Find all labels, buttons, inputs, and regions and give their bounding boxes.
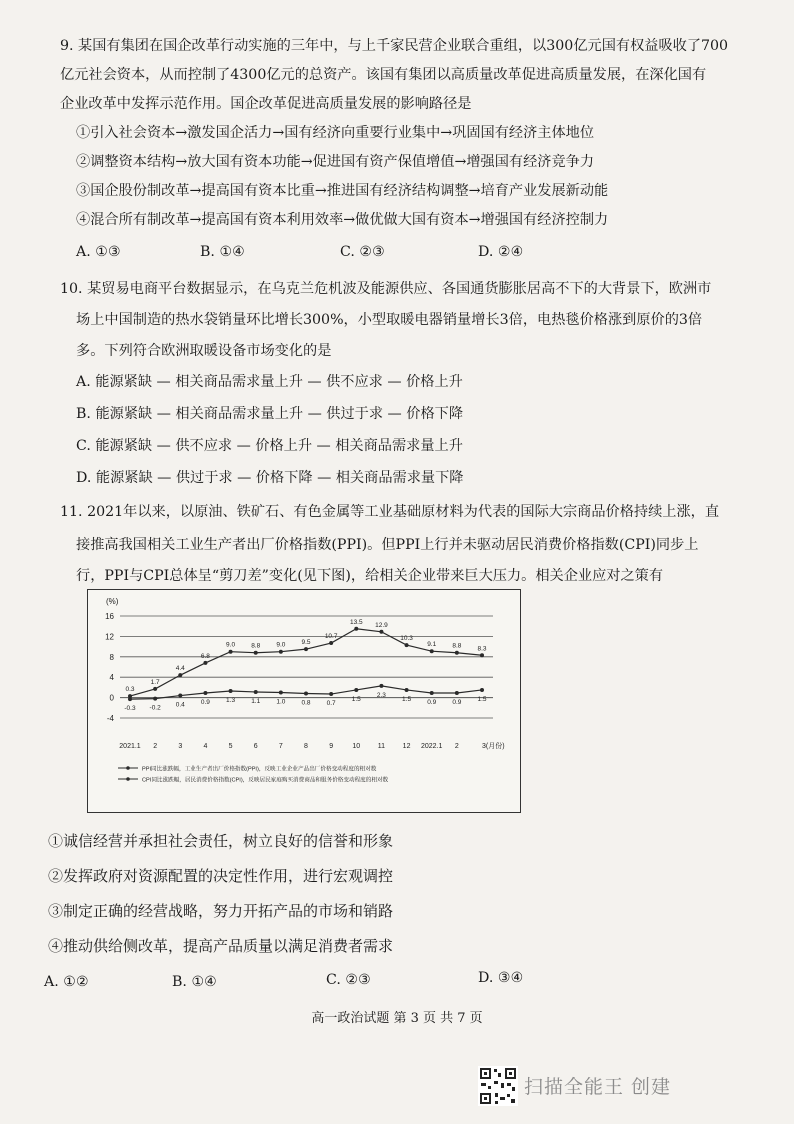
q9-option-c[interactable]: C. ②③ xyxy=(340,244,385,260)
x-tick-label: 11 xyxy=(377,743,386,750)
q9-option-d[interactable]: D. ②④ xyxy=(478,244,524,260)
ppi-point xyxy=(304,647,308,651)
x-tick-label: 12 xyxy=(402,743,411,750)
q10-option-b[interactable]: B. 能源紧缺 — 相关商品需求量上升 — 供过于求 — 价格下降 xyxy=(76,406,464,422)
cpi-data-label: 1.5 xyxy=(351,695,361,703)
y-tick-label: 4 xyxy=(109,673,114,683)
cpi-point xyxy=(480,688,484,692)
ppi-point xyxy=(203,661,207,665)
cpi-point xyxy=(329,692,333,696)
q10-line-2: 场上中国制造的热水袋销量环比增长300%，小型取暖电器销量增长3倍，电热毯价格涨到原价的3倍 xyxy=(76,312,703,328)
ppi-point xyxy=(455,651,459,655)
q9-option-b[interactable]: B. ①④ xyxy=(200,244,245,260)
ppi-point xyxy=(329,641,333,645)
cpi-point xyxy=(254,690,258,694)
cpi-data-label: 0.9 xyxy=(200,699,210,707)
ppi-data-label: 1.7 xyxy=(150,678,160,686)
ppi-point xyxy=(379,630,383,634)
cpi-data-label: 0.9 xyxy=(452,699,462,707)
x-tick-label: 9 xyxy=(329,743,334,750)
cpi-data-label: 1.1 xyxy=(251,697,261,705)
cpi-point xyxy=(354,688,358,692)
ppi-data-label: 9.1 xyxy=(427,641,437,649)
ppi-data-label: 12.9 xyxy=(375,621,388,629)
q11-option-a[interactable]: A. ①② xyxy=(44,974,89,990)
cpi-data-label: 0.4 xyxy=(175,701,185,709)
x-tick-label: 7 xyxy=(278,743,283,750)
x-tick-label: 2 xyxy=(454,743,459,750)
x-tick-label: 2022.1 xyxy=(421,743,443,750)
cpi-data-label: 0.8 xyxy=(301,699,311,707)
ppi-data-label: 4.4 xyxy=(175,665,185,673)
cpi-data-label: 1.5 xyxy=(477,695,487,703)
y-tick-label: 12 xyxy=(105,632,114,642)
q11-line-3: 行，PPI与CPI总体呈“剪刀差”变化(见下图)，给相关企业带来巨大压力。相关企业应对之策有 xyxy=(76,568,664,584)
ppi-point xyxy=(229,650,233,654)
x-tick-label: 6 xyxy=(253,743,258,750)
ppi-data-label: 8.3 xyxy=(477,645,487,653)
cpi-data-label: 1.3 xyxy=(226,696,236,704)
ppi-point xyxy=(254,651,258,655)
ppi-point xyxy=(430,649,434,653)
q10-option-d[interactable]: D. 能源紧缺 — 供过于求 — 价格下降 — 相关商品需求量下降 xyxy=(76,470,464,486)
legend-marker xyxy=(126,766,130,770)
ppi-data-label: 6.8 xyxy=(200,652,210,660)
ppi-data-label: 9.0 xyxy=(276,641,286,649)
q11-line-2: 接推高我国相关工业生产者出厂价格指数(PPI)。但PPI上行并未驱动居民消费价格指数(CPI)同步上 xyxy=(76,537,699,553)
page-footer: 高一政治试题 第 3 页 共 7 页 xyxy=(311,1011,483,1026)
ppi-data-label: 0.3 xyxy=(125,686,135,694)
q11-item-3: ③制定正确的经营战略，努力开拓产品的市场和销路 xyxy=(48,902,394,920)
q9-item-4: ④混合所有制改革→提高国有资本利用效率→做优做大国有资本→增强国有经济控制力 xyxy=(76,212,609,228)
x-tick-label: 3 xyxy=(178,743,183,750)
q9-option-a[interactable]: A. ①③ xyxy=(76,244,121,260)
cpi-point xyxy=(379,684,383,688)
cpi-point xyxy=(229,689,233,693)
cpi-point xyxy=(304,692,308,696)
q11-item-2: ②发挥政府对资源配置的决定性作用，进行宏观调控 xyxy=(48,867,394,885)
x-tick-label: 8 xyxy=(304,743,308,750)
ppi-point xyxy=(178,673,182,677)
x-tick-label: 10 xyxy=(352,743,361,750)
legend-marker xyxy=(126,777,130,781)
y-tick-label: -4 xyxy=(106,714,114,723)
chart-svg xyxy=(88,590,520,812)
x-tick-label: 5 xyxy=(228,743,233,750)
q9-item-2: ②调整资本结构→放大国有资本功能→促进国有资产保值增值→增强国有经济竞争力 xyxy=(76,154,595,170)
ppi-point xyxy=(405,643,409,647)
cpi-data-label: -0.3 xyxy=(124,705,136,713)
q10-line-3: 多。下列符合欧洲取暖设备市场变化的是 xyxy=(76,343,332,359)
cpi-data-label: 2.3 xyxy=(376,691,386,699)
q9-item-3: ③国企股份制改革→提高国有资本比重→推进国有经济结构调整→培育产业发展新动能 xyxy=(76,183,609,199)
ppi-cpi-chart xyxy=(87,589,521,813)
ppi-data-label: 8.8 xyxy=(452,642,462,650)
cpi-data-label: 0.9 xyxy=(427,699,437,707)
ppi-point xyxy=(354,627,358,631)
q11-item-1: ①诚信经营并承担社会责任，树立良好的信誉和形象 xyxy=(48,832,394,850)
x-tick-label: 4 xyxy=(203,743,208,750)
ppi-point xyxy=(153,687,157,691)
q11-option-b[interactable]: B. ①④ xyxy=(172,974,217,990)
cpi-point xyxy=(128,697,132,701)
cpi-point xyxy=(178,694,182,698)
y-tick-label: 8 xyxy=(109,652,114,662)
ppi-data-label: 8.8 xyxy=(251,642,261,650)
legend-label: CPI同比涨跌幅，居民消费价格指数(CPI)，反映居民家庭购买消费商品和服务价格变动程度的相对数 xyxy=(142,777,389,784)
x-tick-label: 3(月份) xyxy=(482,743,505,750)
y-tick-label: 16 xyxy=(105,612,114,621)
ppi-data-label: 10.7 xyxy=(324,633,338,641)
ppi-data-label: 9.0 xyxy=(226,641,236,649)
legend-label: PPI同比涨跌幅，工业生产者出厂价格指数(PPI)，反映工业企业产品出厂价格变动程度的相对数 xyxy=(142,766,377,773)
q9-line-1: 9. 某国有集团在国企改革行动实施的三年中，与上千家民营企业联合重组，以300亿元国有权益吸收了700 xyxy=(60,38,729,54)
q9-item-1: ①引入社会资本→激发国企活力→国有经济向重要行业集中→巩固国有经济主体地位 xyxy=(76,125,595,141)
q10-line-1: 10. 某贸易电商平台数据显示，在乌克兰危机波及能源供应、各国通货膨胀居高不下的大背景下，欧洲市 xyxy=(60,281,712,297)
q9-line-3: 企业改革中发挥示范作用。国企改革促进高质量发展的影响路径是 xyxy=(60,96,472,112)
cpi-point xyxy=(153,697,157,701)
q11-line-1: 11. 2021年以来，以原油、铁矿石、有色金属等工业基础原材料为代表的国际大宗商品价格持续上涨，直 xyxy=(60,504,720,520)
y-axis-label: (%) xyxy=(106,597,119,606)
q11-option-c[interactable]: C. ②③ xyxy=(326,972,371,988)
ppi-data-label: 10.3 xyxy=(400,635,413,643)
ppi-data-label: 13.5 xyxy=(349,618,363,626)
x-tick-label: 2 xyxy=(153,743,158,750)
cpi-point xyxy=(430,691,434,695)
cpi-point xyxy=(455,691,459,695)
q11-option-d[interactable]: D. ③④ xyxy=(478,970,524,986)
y-tick-label: 0 xyxy=(109,693,114,703)
cpi-point xyxy=(203,691,207,695)
ppi-point xyxy=(279,650,283,654)
cpi-data-label: -0.2 xyxy=(149,704,161,712)
cpi-point xyxy=(405,688,409,692)
cpi-data-label: 0.7 xyxy=(326,700,336,708)
qr-code-icon xyxy=(478,1066,518,1106)
watermark-text: 扫描全能王 创建 xyxy=(524,1076,672,1098)
cpi-data-label: 1.0 xyxy=(276,698,286,706)
q10-option-c[interactable]: C. 能源紧缺 — 供不应求 — 价格上升 — 相关商品需求量上升 xyxy=(76,438,463,454)
x-tick-label: 2021.1 xyxy=(119,743,141,750)
ppi-data-label: 9.5 xyxy=(301,639,311,647)
q9-line-2: 亿元社会资本，从而控制了4300亿元的总资产。该国有集团以高质量改革促进高质量发展，在深化国有 xyxy=(60,67,707,83)
q11-item-4: ④推动供给侧改革，提高产品质量以满足消费者需求 xyxy=(48,937,394,955)
q10-option-a[interactable]: A. 能源紧缺 — 相关商品需求量上升 — 供不应求 — 价格上升 xyxy=(76,374,463,390)
cpi-point xyxy=(279,691,283,695)
ppi-point xyxy=(480,653,484,657)
cpi-data-label: 1.5 xyxy=(402,695,412,703)
